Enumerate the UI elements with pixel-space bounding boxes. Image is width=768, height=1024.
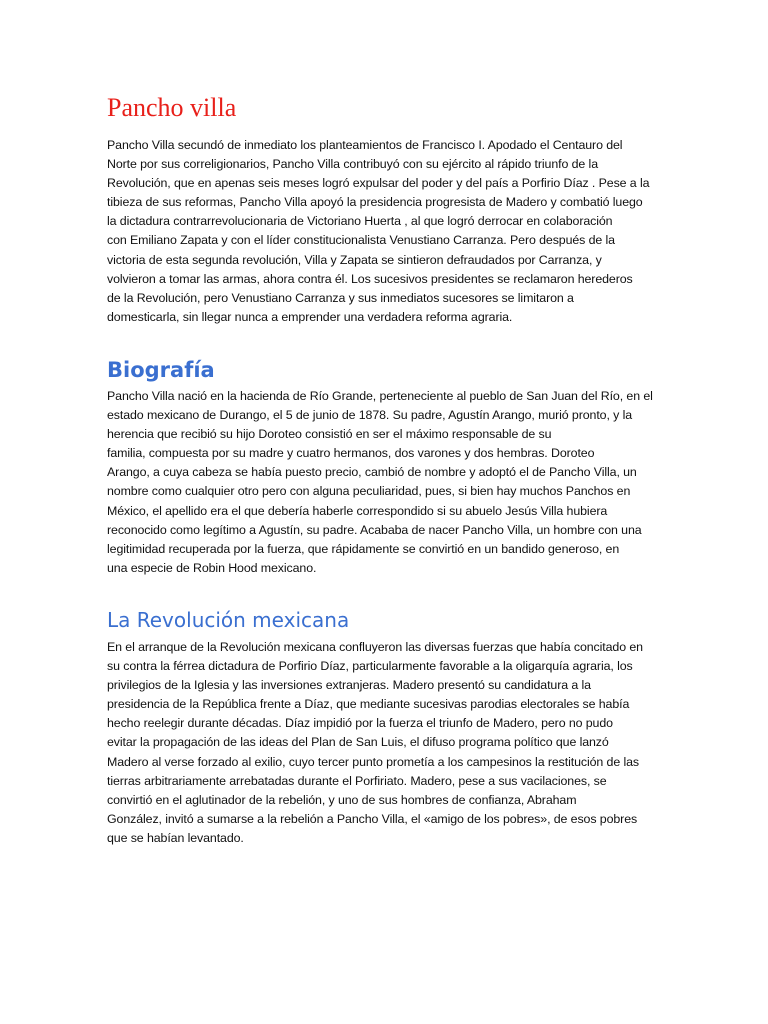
paragraph-line: con Emiliano Zapata y con el líder constitucionalista Venustiano Carranza. Pero después de la: [107, 233, 615, 248]
revolucion-paragraph: [107, 638, 663, 848]
paragraph-line: su contra la férrea dictadura de Porfirio Díaz, particularmente favorable a la oligarquía agraria, los: [107, 659, 633, 674]
paragraph-line: de la Revolución, pero Venustiano Carranza y sus inmediatos sucesores se limitaron a: [107, 290, 574, 305]
paragraph-line: evitar la propagación de las ideas del Plan de San Luis, el difuso programa político que lanzó: [107, 735, 609, 750]
paragraph-line: Pancho Villa nació en la hacienda de Río Grande, perteneciente al pueblo de San Juan del Río, en el: [107, 389, 653, 403]
paragraph-line: familia, compuesta por su madre y cuatro hermanos, dos varones y dos hembras. Doroteo: [107, 446, 595, 461]
paragraph-line: En el arranque de la Revolución mexicana confluyeron las diversas fuerzas que había concitado en: [107, 640, 643, 654]
paragraph-line: privilegios de la Iglesia y las inversiones extranjeras. Madero presentó su candidatura a la: [107, 678, 591, 693]
paragraph-line: convirtió en el aglutinador de la rebelión, y uno de sus hombres de confianza, Abraham: [107, 792, 577, 807]
paragraph-line: hecho reelegir durante décadas. Díaz impidió por la fuerza el triunfo de Madero, pero no pudo: [107, 716, 613, 731]
paragraph-line: victoria de esta segunda revolución, Villa y Zapata se sintieron defraudados por Carranza, y: [107, 252, 602, 267]
page-title: Pancho villa: [107, 93, 237, 122]
intro-paragraph: [107, 136, 663, 327]
paragraph-line: legitimidad recuperada por la fuerza, que rápidamente se convirtió en un bandido generoso, en: [107, 541, 620, 556]
paragraph-line: presidencia de la República frente a Díaz, que mediante sucesivas parodias electorales se había: [107, 697, 630, 712]
paragraph-line: Pancho Villa secundó de inmediato los planteamientos de Francisco I. Apodado el Centauro del: [107, 138, 623, 152]
paragraph-line: la dictadura contrarrevolucionaria de Victoriano Huerta , al que logró derrocar en colaboración: [107, 214, 613, 229]
paragraph-line: volvieron a tomar las armas, ahora contra él. Los sucesivos presidentes se reclamaron herederos: [107, 271, 633, 286]
paragraph-line: herencia que recibió su hijo Doroteo consistió en ser el máximo responsable de su: [107, 427, 552, 442]
paragraph-line: una especie de Robin Hood mexicano.: [107, 560, 317, 575]
paragraph-line: González, invitó a sumarse a la rebelión a Pancho Villa, el «amigo de los pobres», de esos pobres: [107, 811, 638, 826]
paragraph-line: Revolución, que en apenas seis meses logró expulsar del poder y del país a Porfirio Díaz . Pese a la: [107, 176, 650, 191]
paragraph-line: reconocido como legítimo a Agustín, su padre. Acababa de nacer Pancho Villa, un hombre con una: [107, 522, 642, 537]
section-heading-biografia: Biografía: [107, 358, 215, 382]
paragraph-line: México, el apellido era el que debería haberle correspondido si su abuelo Jesús Villa hubiera: [107, 503, 608, 518]
paragraph-line: nombre como cualquier otro pero con alguna peculiaridad, pues, si bien hay muchos Panchos en: [107, 484, 631, 499]
paragraph-line: que se habían levantado.: [107, 830, 244, 845]
paragraph-line: tierras arbitrariamente arrebatadas durante el Porfiriato. Madero, pese a sus vacilaciones, se: [107, 773, 607, 788]
paragraph-line: Arango, a cuya cabeza se había puesto precio, cambió de nombre y adoptó el de Pancho Villa, un: [107, 465, 637, 480]
paragraph-line: tibieza de sus reformas, Pancho Villa apoyó la presidencia progresista de Madero y combatió luego: [107, 195, 643, 210]
paragraph-line: Madero al verse forzado al exilio, cuyo tercer punto prometía a los campesinos la restitución de las: [107, 754, 640, 769]
biografia-paragraph: [107, 387, 663, 578]
paragraph-line: estado mexicano de Durango, el 5 de junio de 1878. Su padre, Agustín Arango, murió pronto, y la: [107, 408, 633, 423]
paragraph-line: Norte por sus correligionarios, Pancho Villa contribuyó con su ejército al rápido triunfo de la: [107, 157, 598, 172]
paragraph-line: domesticarla, sin llegar nunca a emprender una verdadera reforma agraria.: [107, 309, 513, 324]
section-heading-revolucion: La Revolución mexicana: [107, 608, 350, 632]
